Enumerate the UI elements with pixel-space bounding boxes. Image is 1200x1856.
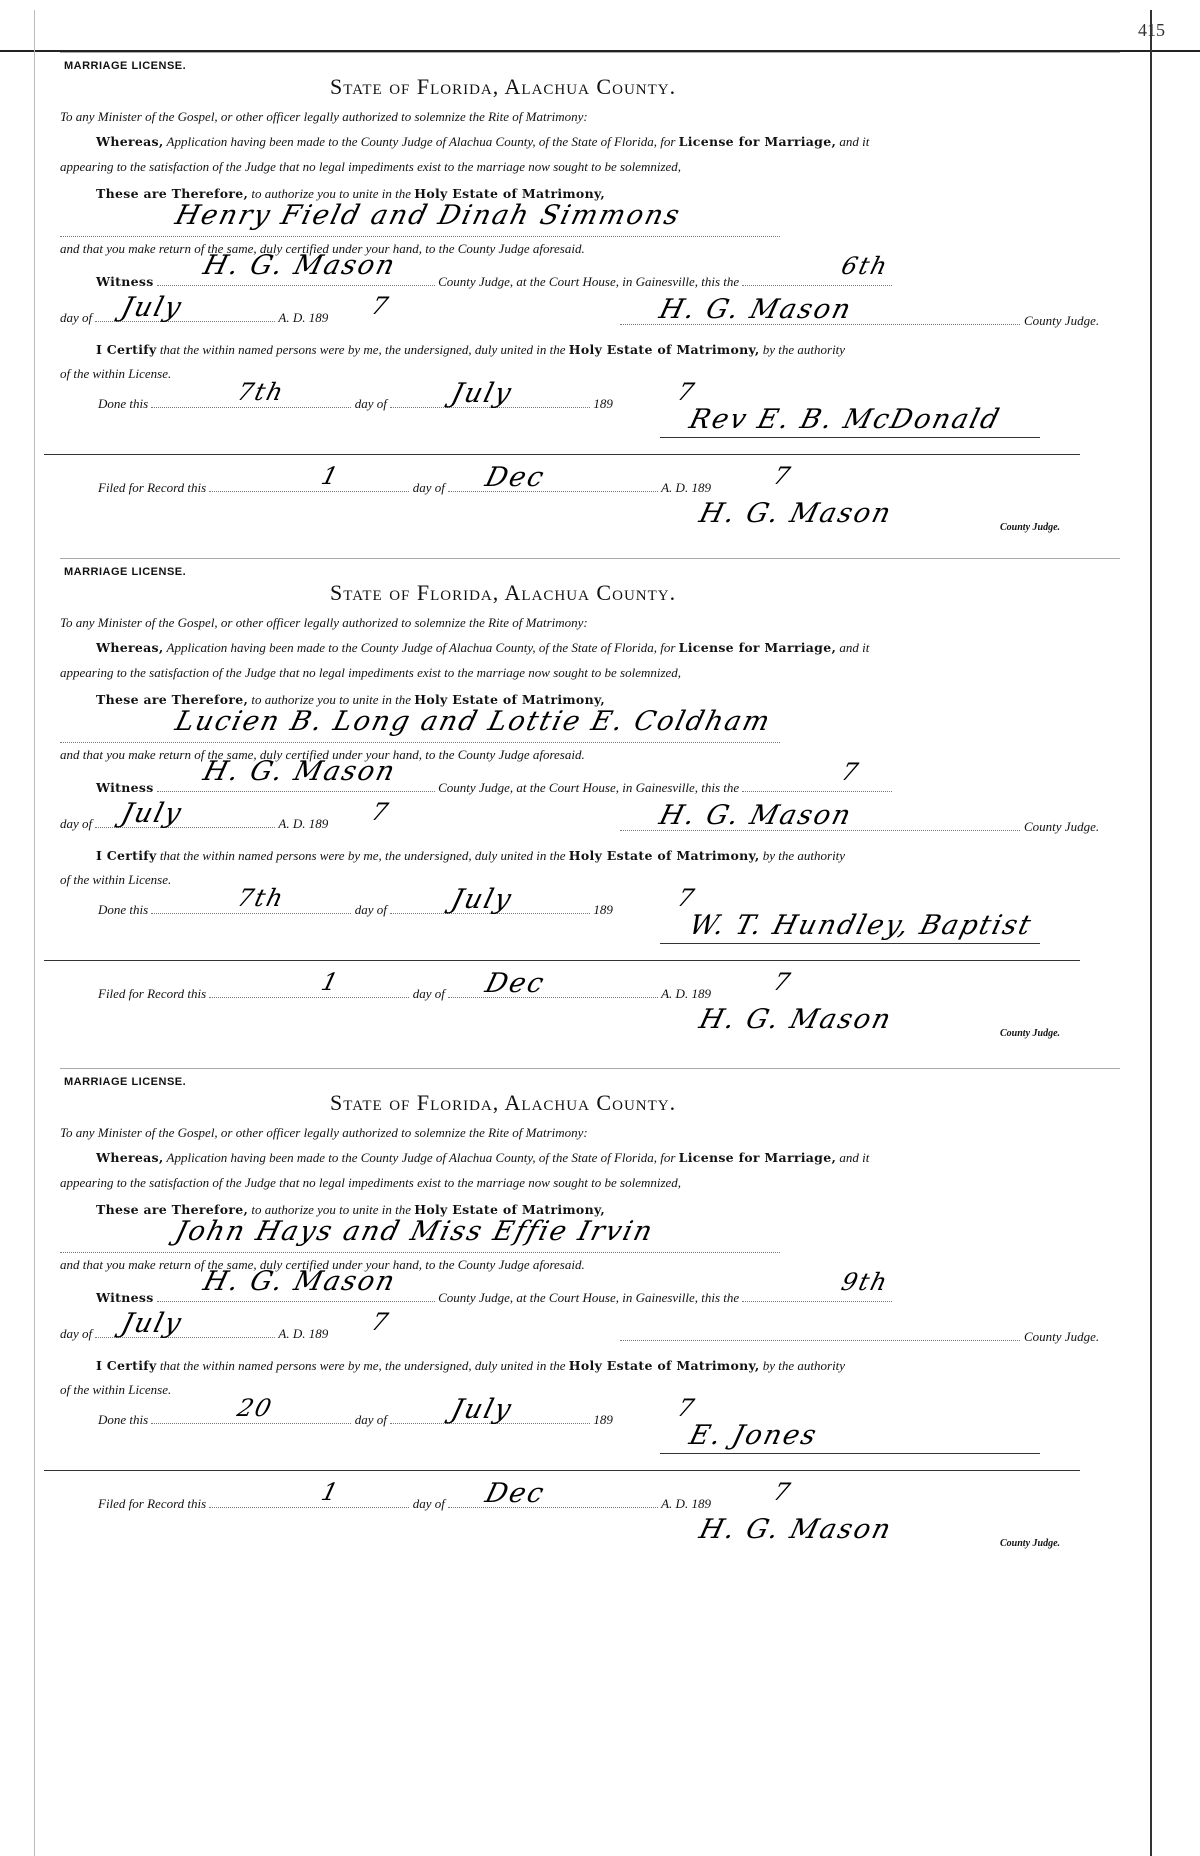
whereas-word: Whereas, — [96, 640, 164, 655]
done-day-of-text: day of — [354, 396, 387, 411]
filed-judge-signature: H. G. Mason — [696, 1004, 896, 1035]
day-dotted-line — [742, 1301, 892, 1302]
these-are-therefore-word: These are Therefore, — [96, 1202, 249, 1217]
filed-day-handwritten: 1 — [318, 968, 343, 996]
officiant-signature-line — [660, 437, 1040, 438]
day-of-text: day of — [60, 310, 93, 325]
witness-word: Witness — [96, 274, 154, 289]
appearing-line: appearing to the satisfaction of the Judge that no legal impediments exist to the marriage now sought to be solemnized, — [60, 665, 682, 680]
county-judge-label: County Judge. — [1024, 313, 1100, 328]
done-month-handwritten: July — [448, 884, 516, 915]
witness-word: Witness — [96, 1290, 154, 1305]
holy-estate-certify-word: Holy Estate of Matrimony, — [568, 1358, 760, 1373]
certify-text: that the within named persons were by me, the undersigned, duly united in the — [159, 848, 566, 863]
couple-names-handwritten: Lucien B. Long and Lottie E. Coldham — [172, 706, 775, 737]
filed-section-rule — [44, 454, 1080, 455]
i-certify-word: I Certify — [96, 848, 157, 863]
license-year-digit: 7 — [368, 1308, 393, 1336]
license-year-digit: 7 — [368, 798, 393, 826]
license-separator — [60, 1068, 1120, 1069]
license-day-handwritten: 9th — [838, 1268, 892, 1296]
day-of-line — [60, 310, 328, 326]
within-license-line: of the within License. — [60, 872, 172, 887]
license-for-marriage-word: License for Marriage, — [678, 1150, 837, 1165]
return-line: and that you make return of the same, duly certified under your hand, to the County Judge aforesaid. — [60, 241, 585, 256]
done-day-of-text: day of — [354, 1412, 387, 1427]
ad-text: A. D. 189 — [278, 816, 329, 831]
certify-line — [96, 1358, 845, 1374]
county-judge-court-text: County Judge, at the Court House, in Gainesville, this the — [438, 274, 740, 289]
filed-day-of-text: day of — [412, 480, 445, 495]
officiant-signature: W. T. Hundley, Baptist — [686, 910, 1036, 941]
day-of-line — [60, 1326, 328, 1342]
page-number: 415 — [1138, 20, 1165, 40]
done-this-line — [98, 1412, 613, 1428]
holy-estate-certify-word: Holy Estate of Matrimony, — [568, 848, 760, 863]
day-of-text: day of — [60, 816, 93, 831]
day-of-text: day of — [60, 1326, 93, 1341]
filed-line — [98, 986, 711, 1002]
marriage-license-3 — [60, 1068, 1120, 1664]
certify-line — [96, 848, 845, 864]
filed-text: Filed for Record this — [98, 986, 207, 1001]
filed-day-dotted-line — [209, 997, 409, 998]
application-text: Application having been made to the County Judge of Alachua County, of the State of Florida, for — [166, 134, 676, 149]
done-this-text: Done this — [98, 1412, 149, 1427]
filed-month-handwritten: Dec — [482, 1478, 549, 1509]
within-license-line: of the within License. — [60, 1382, 172, 1397]
appearing-line: appearing to the satisfaction of the Judge that no legal impediments exist to the marriage now sought to be solemnized, — [60, 1175, 682, 1190]
judge-signature-line — [620, 1340, 1020, 1341]
holy-estate-certify-word: Holy Estate of Matrimony, — [568, 342, 760, 357]
return-line: and that you make return of the same, duly certified under your hand, to the County Judge aforesaid. — [60, 1257, 585, 1272]
witness-signature: H. G. Mason — [200, 756, 400, 787]
filed-month-dotted-line — [448, 997, 658, 998]
whereas-word: Whereas, — [96, 1150, 164, 1165]
holy-estate-word: Holy Estate of Matrimony, — [414, 186, 605, 201]
license-for-marriage-word: License for Marriage, — [678, 640, 837, 655]
by-authority-text: by the authority — [762, 1358, 846, 1373]
filed-day-handwritten: 1 — [318, 462, 343, 490]
judge-signature: H. G. Mason — [656, 800, 856, 831]
done-year-digit: 7 — [674, 884, 699, 912]
judge-signature: H. G. Mason — [656, 294, 856, 325]
officiant-signature-line — [660, 1453, 1040, 1454]
done-year-digit: 7 — [674, 378, 699, 406]
filed-month-handwritten: Dec — [482, 462, 549, 493]
ad-text: A. D. 189 — [278, 1326, 329, 1341]
filed-year-digit: 7 — [770, 1478, 795, 1506]
filed-year-digit: 7 — [770, 968, 795, 996]
license-month-handwritten: July — [118, 1308, 186, 1339]
filed-day-dotted-line — [209, 491, 409, 492]
done-this-line — [98, 396, 613, 412]
application-text: Application having been made to the County Judge of Alachua County, of the State of Florida, for — [166, 1150, 676, 1165]
these-are-therefore-word: These are Therefore, — [96, 186, 249, 201]
filed-month-handwritten: Dec — [482, 968, 549, 999]
done-year-text: 189 — [593, 396, 613, 411]
filed-text: Filed for Record this — [98, 480, 207, 495]
done-this-text: Done this — [98, 902, 149, 917]
appearing-line: appearing to the satisfaction of the Judge that no legal impediments exist to the marriage now sought to be solemnized, — [60, 159, 682, 174]
license-separator — [60, 52, 1120, 53]
license-day-handwritten: 6th — [838, 252, 892, 280]
license-for-marriage-word: License for Marriage, — [678, 134, 837, 149]
license-separator — [60, 558, 1120, 559]
couple-dotted-line — [60, 1252, 780, 1253]
marriage-license-2 — [60, 558, 1120, 1154]
filed-day-of-text: day of — [412, 1496, 445, 1511]
certify-text: that the within named persons were by me, the undersigned, duly united in the — [159, 1358, 566, 1373]
county-judge-label: County Judge. — [1024, 819, 1100, 834]
license-month-handwritten: July — [118, 292, 186, 323]
holy-estate-word: Holy Estate of Matrimony, — [414, 1202, 605, 1217]
ad-text: A. D. 189 — [278, 310, 329, 325]
done-day-dotted-line — [151, 913, 351, 914]
couple-names-handwritten: John Hays and Miss Effie Irvin — [172, 1216, 658, 1247]
license-month-handwritten: July — [118, 798, 186, 829]
to-minister-line: To any Minister of the Gospel, or other officer legally authorized to solemnize the Rite of Matrimony: — [60, 1125, 588, 1140]
filed-section-rule — [44, 960, 1080, 961]
day-of-line — [60, 816, 328, 832]
filed-day-handwritten: 1 — [318, 1478, 343, 1506]
filed-ad-text: A. D. 189 — [661, 1496, 711, 1511]
filed-county-judge-label: County Judge. — [1000, 1538, 1061, 1549]
filed-day-of-text: day of — [412, 986, 445, 1001]
filed-judge-signature: H. G. Mason — [696, 498, 896, 529]
certify-text: that the within named persons were by me, the undersigned, duly united in the — [159, 342, 566, 357]
i-certify-word: I Certify — [96, 1358, 157, 1373]
whereas-line — [96, 1150, 869, 1166]
witness-word: Witness — [96, 780, 154, 795]
page-left-margin-line — [34, 10, 35, 1856]
county-judge-court-text: County Judge, at the Court House, in Gainesville, this the — [438, 780, 740, 795]
license-title: State of Florida, Alachua County. — [330, 580, 677, 605]
witness-signature: H. G. Mason — [200, 250, 400, 281]
couple-dotted-line — [60, 742, 780, 743]
witness-dotted-line — [157, 285, 435, 286]
application-text: Application having been made to the County Judge of Alachua County, of the State of Florida, for — [166, 640, 676, 655]
done-this-line — [98, 902, 613, 918]
and-it-text: and it — [839, 134, 870, 149]
filed-line — [98, 1496, 711, 1512]
filed-county-judge-label: County Judge. — [1000, 522, 1061, 533]
officiant-signature: Rev E. B. McDonald — [686, 404, 1004, 435]
done-day-handwritten: 7th — [234, 884, 288, 912]
done-year-text: 189 — [593, 1412, 613, 1427]
county-judge-label: County Judge. — [1024, 1329, 1100, 1344]
done-year-text: 189 — [593, 902, 613, 917]
marriage-license-label: MARRIAGE LICENSE. — [64, 1076, 187, 1088]
day-dotted-line — [742, 791, 892, 792]
filed-section-rule — [44, 1470, 1080, 1471]
these-are-therefore-word: These are Therefore, — [96, 692, 249, 707]
and-it-text: and it — [839, 1150, 870, 1165]
day-dotted-line — [742, 285, 892, 286]
filed-year-digit: 7 — [770, 462, 795, 490]
witness-signature: H. G. Mason — [200, 1266, 400, 1297]
certify-line — [96, 342, 845, 358]
holy-estate-word: Holy Estate of Matrimony, — [414, 692, 605, 707]
filed-day-dotted-line — [209, 1507, 409, 1508]
filed-text: Filed for Record this — [98, 1496, 207, 1511]
i-certify-word: I Certify — [96, 342, 157, 357]
filed-ad-text: A. D. 189 — [661, 480, 711, 495]
page-right-margin-line — [1150, 10, 1152, 1856]
filed-month-dotted-line — [448, 1507, 658, 1508]
license-day-handwritten: 7 — [838, 758, 863, 786]
marriage-license-label: MARRIAGE LICENSE. — [64, 566, 187, 578]
and-it-text: and it — [839, 640, 870, 655]
officiant-signature-line — [660, 943, 1040, 944]
county-judge-court-text: County Judge, at the Court House, in Gainesville, this the — [438, 1290, 740, 1305]
done-day-handwritten: 20 — [234, 1394, 277, 1422]
done-month-handwritten: July — [448, 378, 516, 409]
license-title: State of Florida, Alachua County. — [330, 74, 677, 99]
couple-dotted-line — [60, 236, 780, 237]
whereas-line — [96, 134, 869, 150]
done-day-handwritten: 7th — [234, 378, 288, 406]
done-year-digit: 7 — [674, 1394, 699, 1422]
couple-names-handwritten: Henry Field and Dinah Simmons — [172, 200, 685, 231]
done-day-of-text: day of — [354, 902, 387, 917]
authorize-text: to authorize you to unite in the — [251, 186, 412, 201]
filed-ad-text: A. D. 189 — [661, 986, 711, 1001]
by-authority-text: by the authority — [762, 848, 846, 863]
authorize-text: to authorize you to unite in the — [251, 1202, 412, 1217]
witness-dotted-line — [157, 791, 435, 792]
marriage-license-label: MARRIAGE LICENSE. — [64, 60, 187, 72]
witness-dotted-line — [157, 1301, 435, 1302]
by-authority-text: by the authority — [762, 342, 846, 357]
done-this-text: Done this — [98, 396, 149, 411]
within-license-line: of the within License. — [60, 366, 172, 381]
officiant-signature: E. Jones — [686, 1420, 822, 1451]
to-minister-line: To any Minister of the Gospel, or other officer legally authorized to solemnize the Rite of Matrimony: — [60, 109, 588, 124]
filed-county-judge-label: County Judge. — [1000, 1028, 1061, 1039]
license-title: State of Florida, Alachua County. — [330, 1090, 677, 1115]
to-minister-line: To any Minister of the Gospel, or other officer legally authorized to solemnize the Rite of Matrimony: — [60, 615, 588, 630]
done-month-handwritten: July — [448, 1394, 516, 1425]
whereas-word: Whereas, — [96, 134, 164, 149]
license-year-digit: 7 — [368, 292, 393, 320]
authorize-text: to authorize you to unite in the — [251, 692, 412, 707]
filed-month-dotted-line — [448, 491, 658, 492]
filed-line — [98, 480, 711, 496]
return-line: and that you make return of the same, duly certified under your hand, to the County Judge aforesaid. — [60, 747, 585, 762]
filed-judge-signature: H. G. Mason — [696, 1514, 896, 1545]
whereas-line — [96, 640, 869, 656]
done-day-dotted-line — [151, 407, 351, 408]
done-day-dotted-line — [151, 1423, 351, 1424]
